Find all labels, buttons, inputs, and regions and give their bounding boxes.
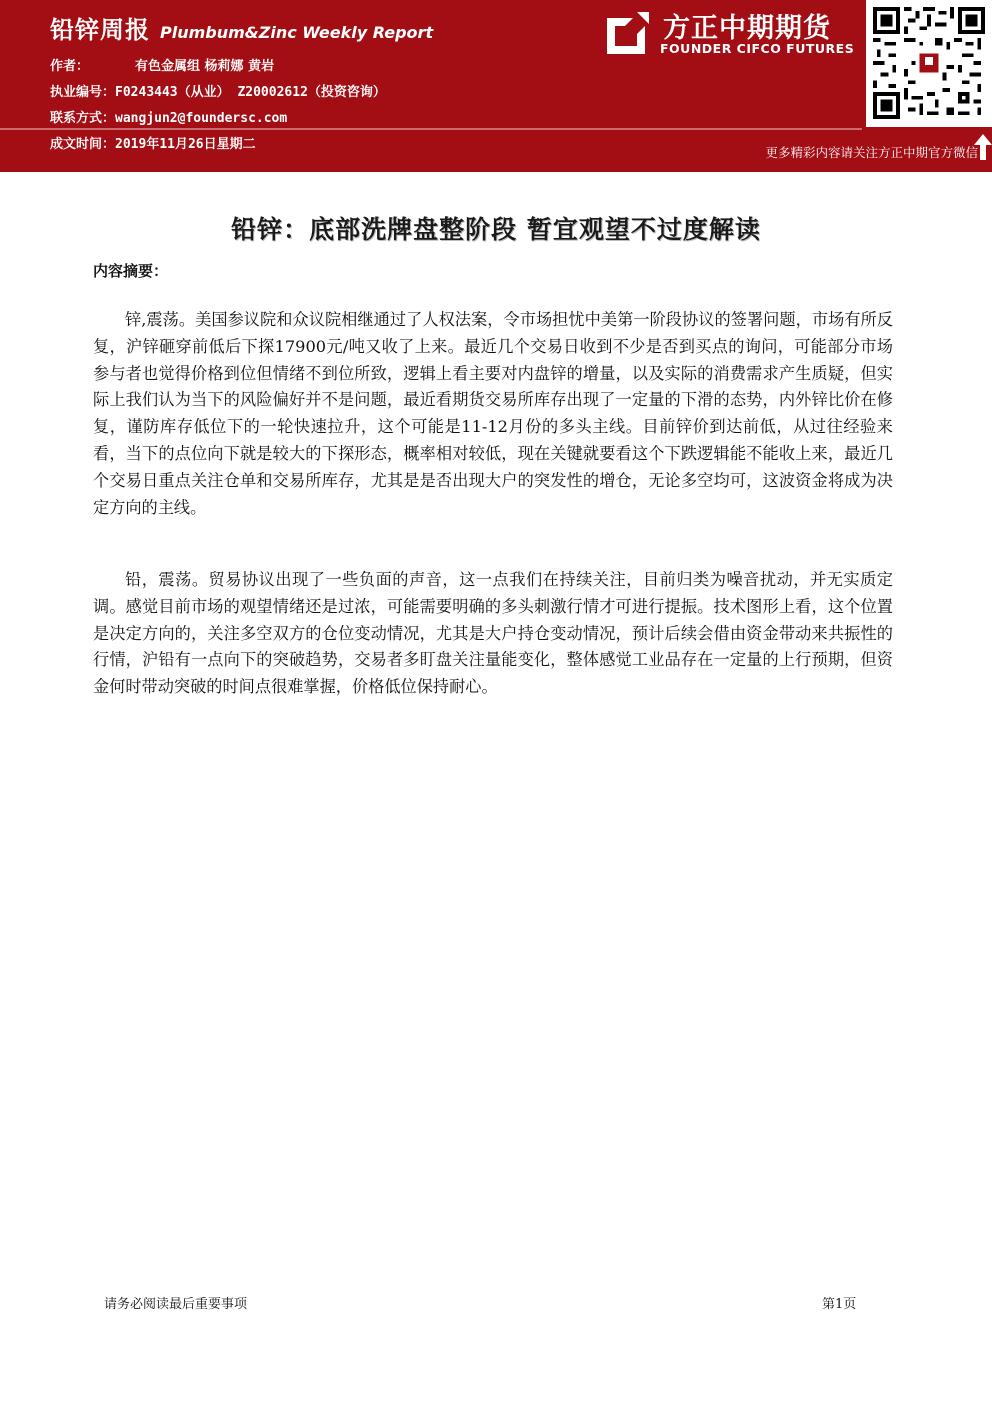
paragraph-lead: 铅，震荡。贸易协议出现了一些负面的声音，这一点我们在持续关注，目前归类为噪音扰动，并无实质定调。感觉目前市场的观望情绪还是过浓，可能需要明确的多头刺激行情才可进行提振。技术图形上看，这个位置是决定方向的，关注多空双方的仓位变动情况，尤其是大户持仓变动情况，预计后续会借由资金带动来共振性的行情，沪铅有一点向下的突破趋势，交易者多盯盘关注量能变化，整体感觉工业品存在一定量的上行预期，但资金何时带动突破的时间点很难掌握，价格低位保持耐心。 <box>93 570 893 697</box>
qr-code-icon <box>873 5 985 121</box>
logo-text-en: FOUNDER CIFCO FUTURES <box>660 41 855 56</box>
logo-text-cn: 方正中期期货 <box>663 13 831 44</box>
contact-label: 联系方式： <box>50 111 116 126</box>
report-title-en: Plumbum&Zinc Weekly Report <box>160 23 434 42</box>
article-headline: 铅锌：底部洗牌盘整阶段 暂宜观望不过度解读 <box>231 215 761 244</box>
report-title-cn: 铅锌周报 <box>50 16 150 44</box>
date-value: 2019年11月26日星期二 <box>115 137 256 152</box>
arrow-up-icon <box>974 134 992 160</box>
qr-code[interactable] <box>866 0 992 127</box>
license-value: F0243443（从业） Z20002612（投资咨询） <box>115 85 386 100</box>
abstract-label: 内容摘要： <box>93 262 169 280</box>
meta-date <box>50 133 256 152</box>
meta-author <box>50 55 274 74</box>
license-label: 执业编号： <box>50 85 116 100</box>
header-band <box>0 0 992 172</box>
contact-value[interactable]: wangjun2@foundersc.com <box>115 111 288 126</box>
date-label: 成文时间： <box>50 137 116 152</box>
meta-license <box>50 81 386 100</box>
company-logo <box>603 6 861 62</box>
follow-wechat-text: 更多精彩内容请关注方正中期官方微信 <box>765 145 978 160</box>
header-divider <box>0 128 862 130</box>
paragraph-zinc: 锌,震荡。美国参议院和众议院相继通过了人权法案，令市场担忧中美第一阶段协议的签署问题，市场有所反复，沪锌砸穿前低后下探17900元/吨又收了上来。最近几个交易日收到不少是否到买点的询问，可能部分市场参与者也觉得价格到位但情绪不到位所致，逻辑上看主要对内盘锌的增量，以及实际的消费需求产生质疑，但实际上我们认为当下的风险偏好并不是问题，最近看期货交易所库存出现了一定量的下滑的态势，内外锌比价在修复，谨防库存低位下的一轮快速拉升，这个可能是11-12月份的多头主线。目前锌价到达前低，从过往经验来看，当下的点位向下就是较大的下探形态，概率相对较低，现在关键就要看这个下跌逻辑能不能收上来，最近几个交易日重点关注仓单和交易所库存，尤其是是否出现大户的突发性的增仓，无论多空均可，这波资金将成为决定方向的主线。 <box>93 310 893 517</box>
meta-contact <box>50 107 287 126</box>
author-label: 作者： <box>50 59 90 74</box>
report-title <box>50 10 433 44</box>
logo-mark-icon <box>603 8 651 56</box>
author-value: 有色金属组 杨莉娜 黄岩 <box>135 59 275 74</box>
footer-notice: 请务必阅读最后重要事项 <box>104 1297 248 1312</box>
page-number: 第1页 <box>822 1297 857 1312</box>
